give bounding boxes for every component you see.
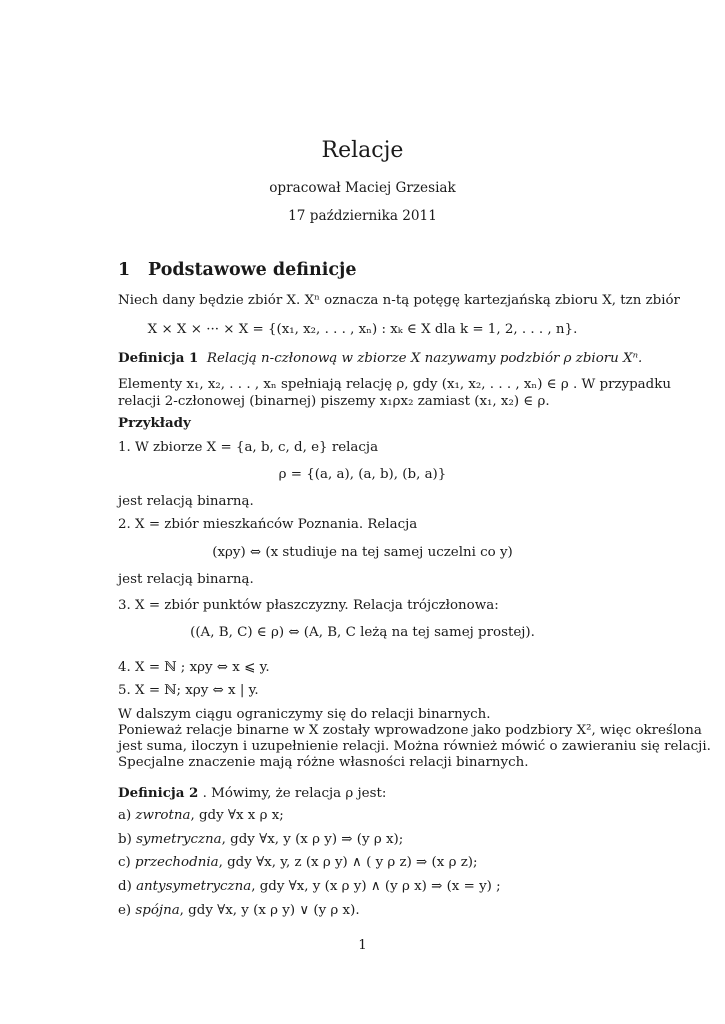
document-title: Relacje — [321, 138, 404, 163]
example-2-intro: 2. X = zbiór mieszkańców Poznania. Relacja — [118, 517, 418, 532]
example-1-after: jest relacją binarną. — [118, 494, 254, 509]
property-item-connected — [118, 903, 360, 919]
property-condition: , gdy ∀x, y (x ρ y) ∧ (y ρ x) ⇒ (x = y) ; — [251, 879, 501, 894]
author-line: opracował Maciej Grzesiak — [269, 180, 456, 196]
paragraph-line-3: jest suma, iloczyn i uzupełnienie relacji. Można również mówić o zawieraniu się relacji. — [118, 739, 711, 754]
property-name: przechodnia — [134, 855, 219, 870]
property-condition: , gdy ∀x, y (x ρ y) ∨ (y ρ x). — [179, 903, 360, 918]
property-condition: , gdy ∀x x ρ x; — [190, 808, 284, 823]
property-condition: , gdy ∀x, y (x ρ y) ⇒ (y ρ x); — [221, 832, 404, 847]
definition-1 — [118, 350, 642, 367]
intro-line: Niech dany będzie zbiór X. Xⁿ oznacza n-tą potęgę kartezjańską zbioru X, tzn zbiór — [118, 293, 680, 308]
property-item-transitive — [118, 855, 478, 871]
example-2-formula: (xρy) ⇔ (x studiuje na tej samej uczelni co y) — [212, 545, 513, 560]
property-prefix: c) — [118, 855, 135, 870]
property-prefix: e) — [118, 903, 136, 918]
page-number: 1 — [358, 938, 367, 953]
definition-1-label: Definicja 1 — [118, 350, 199, 366]
section-title: Podstawowe definicje — [148, 260, 357, 280]
section-number: 1 — [118, 260, 131, 280]
definition-1-text: Relacją n-członową w zbiorze X nazywamy podzbiór ρ zbioru Xⁿ. — [206, 351, 643, 366]
elements-text-line-2: relacji 2-członowej (binarnej) piszemy x₁ρx₂ zamiast (x₁, x₂) ∈ ρ. — [118, 394, 550, 409]
example-1-formula: ρ = {(a, a), (a, b), (b, a)} — [278, 467, 447, 482]
definition-2-text: . Mówimy, że relacja ρ jest: — [198, 786, 387, 801]
property-condition: , gdy ∀x, y, z (x ρ y) ∧ ( y ρ z) ⇒ (x ρ z); — [218, 855, 478, 870]
elements-text-line-1: Elementy x₁, x₂, . . . , xₙ spełniają relację ρ, gdy (x₁, x₂, . . . , xₙ) ∈ ρ . W przypadku — [118, 377, 671, 392]
definition-2-label: Definicja 2 — [118, 785, 199, 801]
section-heading — [118, 260, 357, 280]
property-name: spójna — [135, 903, 180, 918]
example-3-formula: ((A, B, C) ∈ ρ) ⇔ (A, B, C leżą na tej samej prostej). — [190, 625, 535, 640]
paragraph-line-4: Specjalne znaczenie mają różne własności relacji binarnych. — [118, 755, 529, 770]
example-4: 4. X = ℕ ; xρy ⇔ x ⩽ y. — [118, 660, 270, 675]
property-item-antisymmetric — [118, 879, 501, 895]
cartesian-formula: X × X × ··· × X = {(x₁, x₂, . . . , xₙ) : xₖ ∈ X dla k = 1, 2, . . . , n}. — [147, 322, 578, 337]
property-item-reflexive — [118, 808, 284, 824]
property-item-symmetric — [118, 832, 403, 848]
paragraph-line-2: Ponieważ relacje binarne w X zostały wprowadzone jako podzbiory X², więc określona — [118, 723, 702, 738]
paragraph-line-1: W dalszym ciągu ograniczymy się do relacji binarnych. — [118, 707, 491, 722]
property-name: antysymetryczna — [136, 879, 252, 894]
example-1-intro: 1. W zbiorze X = {a, b, c, d, e} relacja — [118, 440, 379, 455]
examples-heading: Przykłady — [118, 415, 191, 431]
property-name: symetryczna — [136, 832, 222, 847]
example-2-after: jest relacją binarną. — [118, 572, 254, 587]
example-5: 5. X = ℕ; xρy ⇔ x | y. — [118, 683, 259, 698]
definition-2 — [118, 785, 386, 802]
property-prefix: d) — [118, 879, 137, 894]
example-3-intro: 3. X = zbiór punktów płaszczyzny. Relacja trójczłonowa: — [118, 598, 499, 613]
property-prefix: b) — [118, 832, 137, 847]
property-name: zwrotna — [135, 808, 191, 823]
date-line: 17 października 2011 — [288, 208, 437, 224]
property-prefix: a) — [118, 808, 136, 823]
